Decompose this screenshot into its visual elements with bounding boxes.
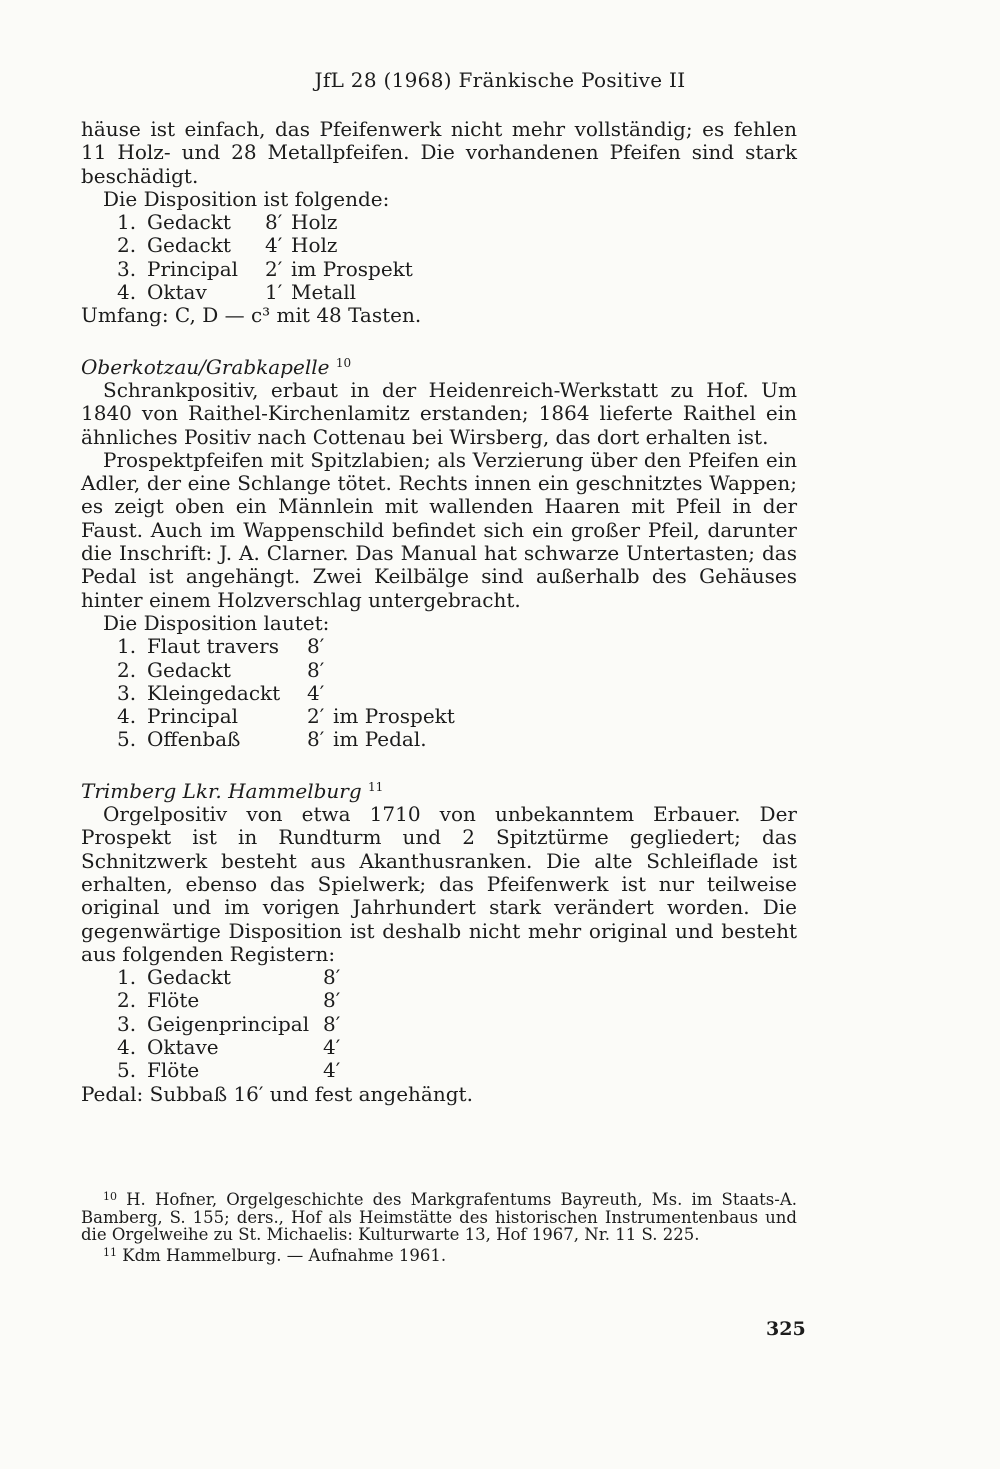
list-item: 1. Gedackt 8′ (117, 965, 341, 990)
list-item: 4. Oktav 1′ Metall (117, 280, 357, 305)
paragraph: Schrankpositiv, erbaut in der Heidenreich-Werkstatt zu Hof. Um 1840 von Raithel-Kirchenlamitz erstanden; 1864 lieferte Raithel ein ähnliches Positiv nach Cottenau bei Wirsberg, das dort erhalten ist. (81, 377, 797, 449)
paragraph: Prospektpfeifen mit Spitzlabien; als Verzierung über den Pfeifen ein Adler, der eine Schlange tötet. Rechts innen ein geschnitztes Wappen; es zeigt oben ein Männlein mit wallenden Haaren mit Pfeil in der Faust. Auch im Wappenschild befindet sich ein großer Pfeil, darunter die Inschrift: J. A. Clarner. Das Manual hat schwarze Untertasten; das Pedal ist angehängt. Zwei Keilbälge sind außerhalb des Gehäuses hinter einem Holzverschlag untergebracht. (81, 447, 797, 612)
list-item: 4. Principal 2′ im Prospekt (117, 704, 455, 729)
disposition-list-3 (117, 966, 797, 1082)
list-item: 3. Principal 2′ im Prospekt (117, 256, 413, 281)
disposition-intro: Die Disposition ist folgende: (103, 186, 390, 211)
paragraph: Orgelpositiv von etwa 1710 von unbekanntem Erbauer. Der Prospekt ist in Rundturm und 2 Spitztürme gegliedert; das Schnitzwerk besteht aus Akanthusranken. Die alte Schleiflade ist erhalten, ebenso das Spielwerk; das Pfeifenwerk ist nur teilweise original und im vorigen Jahrhundert stark verändert worden. Die gegenwärtige Disposition ist deshalb nicht mehr original und besteht aus folgenden Registern: (81, 802, 797, 966)
list-item: 4. Oktave 4′ (117, 1034, 341, 1059)
list-item: 5. Offenbaß 8′ im Pedal. (117, 727, 427, 752)
list-item: 2. Gedackt 4′ Holz (117, 233, 338, 258)
footnote-11: $^{11}$ Kdm Hammelburg. — Aufnahme 1961. (103, 1245, 447, 1265)
disposition-list-1 (117, 211, 797, 304)
list-item: 3. Geigenprincipal 8′ (117, 1011, 341, 1036)
range-line: Umfang: C, D — c³ mit 48 Tasten. (81, 303, 422, 328)
footnote-10: $^{10}$ H. Hofner, Orgelgeschichte des Markgrafentums Bayreuth, Ms. im Staats-A. Bamberg, S. 155; ders., Hof als Heimstätte des historischen Instrumentenbaus und die Orgelweihe zu St. Michaelis: Kulturwarte 13, Hof 1967, Nr. 11 S. 225. (81, 1190, 797, 1244)
list-item: 3. Kleingedackt 4′ (117, 680, 325, 705)
disposition-intro: Die Disposition lautet: (103, 610, 330, 635)
list-item: 1. Flaut travers 8′ (117, 634, 325, 659)
footnote-ref: 10 (335, 355, 352, 370)
page-number: 325 (766, 1318, 806, 1340)
list-item: 2. Gedackt 8′ (117, 657, 325, 682)
list-item: 2. Flöte 8′ (117, 988, 341, 1013)
section-heading-trimberg: Trimberg Lkr. Hammelburg $^{11}$ (81, 778, 384, 803)
section-heading-oberkotzau: Oberkotzau/Grabkapelle $^{10}$ (81, 354, 352, 379)
footnote-ref: 11 (368, 779, 384, 794)
footnotes (81, 1188, 797, 1264)
list-item: 1. Gedackt 8′ Holz (117, 210, 338, 235)
running-head: JfL 28 (1968) Fränkische Positive II (314, 68, 686, 92)
disposition-list-2 (117, 635, 797, 751)
pedal-line: Pedal: Subbaß 16′ und fest angehängt. (81, 1081, 473, 1106)
continuation-paragraph: häuse ist einfach, das Pfeifenwerk nicht mehr vollständig; es fehlen 11 Holz- und 28 Metallpfeifen. Die vorhandenen Pfeifen sind stark beschädigt. (81, 117, 797, 188)
main-text (81, 118, 797, 1106)
list-item: 5. Flöte 4′ (117, 1058, 341, 1083)
